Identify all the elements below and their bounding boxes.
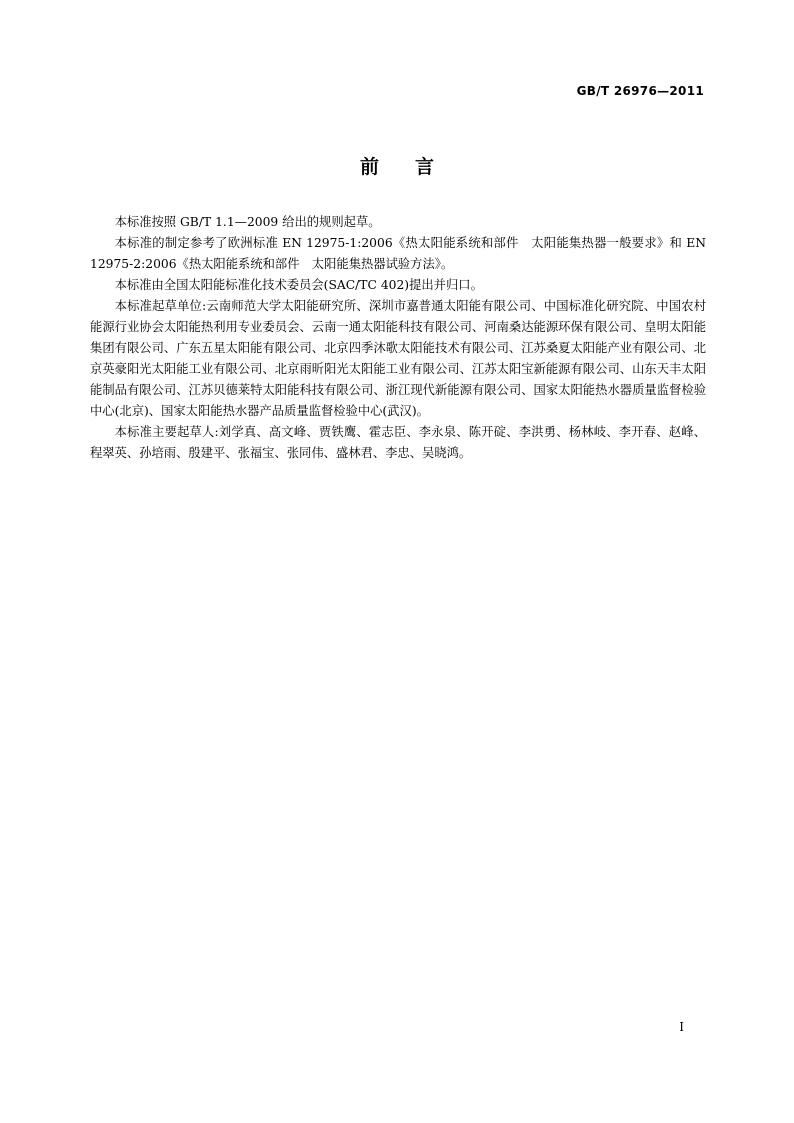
paragraph-proposer: 本标准由全国太阳能标准化技术委员会(SAC/TC 402)提出并归口。 xyxy=(114,278,483,292)
page-number: I xyxy=(679,1020,684,1034)
paragraph-drafting-units: 本标准起草单位:云南师范大学太阳能研究所、深圳市嘉普通太阳能有限公司、中国标准化研究院、中国农村能源行业协会太阳能热利用专业委员会、云南一通太阳能科技有限公司、河南桑达能源环保有限公司、皇明太阳能集团有限公司、广东五星太阳能有限公司、北京四季沐歌太阳能技术有限公司、江苏桑夏太阳能产业有限公司、北京英豪阳光太阳能工业有限公司、北京雨昕阳光太阳能工业有限公司、江苏太阳宝新能源有限公司、山东天丰太阳能制品有限公司、江苏贝德莱特太阳能科技有限公司、浙江现代新能源有限公司、国家太阳能热水器质量监督检验中心(北京)、国家太阳能热水器产品质量监督检验中心(武汉)。 xyxy=(90,299,706,418)
paragraph-drafting-rules: 本标准按照 GB/T 1.1—2009 给出的规则起草。 xyxy=(114,215,381,229)
standard-code: GB/T 26976—2011 xyxy=(576,84,704,98)
page-title: 前言 xyxy=(359,156,470,178)
paragraph-reference-standards: 本标准的制定参考了欧洲标准 EN 12975-1:2006《热太阳能系统和部件 太阳能集热器一般要求》和 EN 12975-2:2006《热太阳能系统和部件 太阳能集热器试验方法》。 xyxy=(90,236,706,271)
paragraph-drafters: 本标准主要起草人:刘学真、高文峰、贾铁鹰、霍志臣、李永泉、陈开碇、李洪勇、杨林岐、李开春、赵峰、程翠英、孙培雨、殷建平、张福宝、张同伟、盛林君、李忠、吴晓鸿。 xyxy=(90,425,706,460)
preface-body xyxy=(90,212,706,464)
